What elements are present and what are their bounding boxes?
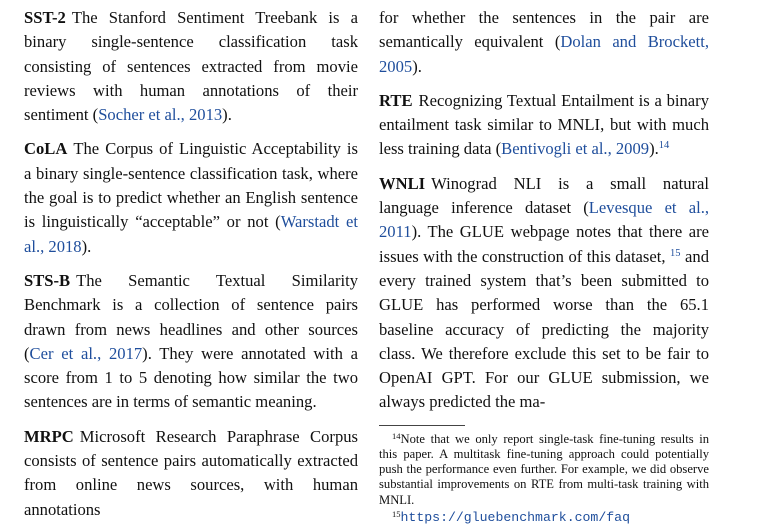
glue-faq-link[interactable]: https://gluebenchmark.com/faq (400, 509, 630, 525)
term-wnli: WNLI (379, 173, 426, 193)
paragraph-cola (24, 137, 358, 258)
term-rte: RTE (379, 90, 413, 110)
sst2-end: ). (222, 105, 232, 125)
paragraph-wnli (379, 172, 709, 415)
cola-end: ). (81, 236, 92, 256)
footnote-15 (379, 510, 709, 525)
cola-text: The Corpus of Linguistic Acceptability is a binary single-sentence classification task, where the goal is to predict whether an English sentence is linguistically “acceptable” or not ( (24, 139, 358, 232)
mrpc-cont-end: ). (412, 56, 422, 76)
footnote-14-number: 14 (392, 430, 401, 441)
citation-socher-2013[interactable]: Socher et al., 2013 (98, 105, 223, 125)
citation-cer-2017[interactable]: Cer et al., 2017 (29, 343, 143, 363)
stsb-end: ). They were annotated with a score from 1 to 5 denoting how similar the two sentences are in terms of semantic meaning. (24, 343, 358, 412)
citation-dolan-brockett-2005[interactable]: Dolan and Brockett, 2005 (379, 32, 709, 76)
rte-text: Recognizing Textual Entailment is a binary entailment task similar to MNLI, but with much less training data ( (379, 90, 709, 159)
left-column (24, 6, 358, 532)
footnote-14 (379, 432, 709, 508)
rte-end: ). (649, 139, 659, 159)
footnote-divider (379, 425, 465, 426)
term-cola: CoLA (24, 139, 68, 159)
stsb-text: The Semantic Textual Similarity Benchmark is a collection of sentence pairs drawn from news headlines and other sources ( (24, 270, 358, 363)
paragraph-sst2 (24, 6, 358, 127)
footnote-14-text: Note that we only report single-task fine-tuning results in this paper. A multitask fine-tuning approach could potentially push the performance even further. For example, we did observe substantial improvements on RTE from multi-task training with MNLI. (379, 431, 709, 507)
citation-bentivogli-2009[interactable]: Bentivogli et al., 2009 (501, 139, 650, 159)
footnote-ref-14[interactable]: 14 (658, 140, 670, 152)
mrpc-text: Microsoft Research Paraphrase Corpus consists of sentence pairs automatically extracted from online news sources, with human annotations (24, 426, 358, 519)
paragraph-mrpc-continued (379, 6, 709, 79)
wnli-text-2: ). The GLUE webpage notes that there are issues with the construction of this dataset, (379, 222, 709, 266)
right-column (379, 6, 709, 525)
term-stsb: STS-B (24, 270, 71, 290)
footnote-15-number: 15 (392, 508, 401, 519)
paragraph-rte (379, 89, 709, 162)
footnote-ref-15[interactable]: 15 (670, 247, 681, 259)
wnli-text-3: and every trained system that’s been submitted to GLUE has performed worse than the 65.1 baseline accuracy of predicting the majority class. We therefore exclude this set to be fair to OpenAI GPT. For our GLUE submission, we always predicted the ma- (379, 246, 709, 412)
term-mrpc: MRPC (24, 426, 74, 446)
mrpc-cont-text: for whether the sentences in the pair are semantically equivalent ( (379, 8, 709, 52)
paragraph-mrpc (24, 425, 358, 522)
citation-warstadt-2018[interactable]: Warstadt et al., 2018 (24, 212, 358, 256)
citation-levesque-2011[interactable]: Levesque et al., 2011 (379, 198, 710, 242)
wnli-text-1: Winograd NLI is a small natural language inference dataset ( (379, 173, 709, 218)
term-sst2: SST-2 (24, 8, 66, 27)
paragraph-stsb (24, 269, 358, 415)
sst2-text: The Stanford Sentiment Treebank is a binary single-sentence classification task consisting of sentences extracted from movie reviews with human annotations of their sentiment ( (24, 8, 358, 125)
